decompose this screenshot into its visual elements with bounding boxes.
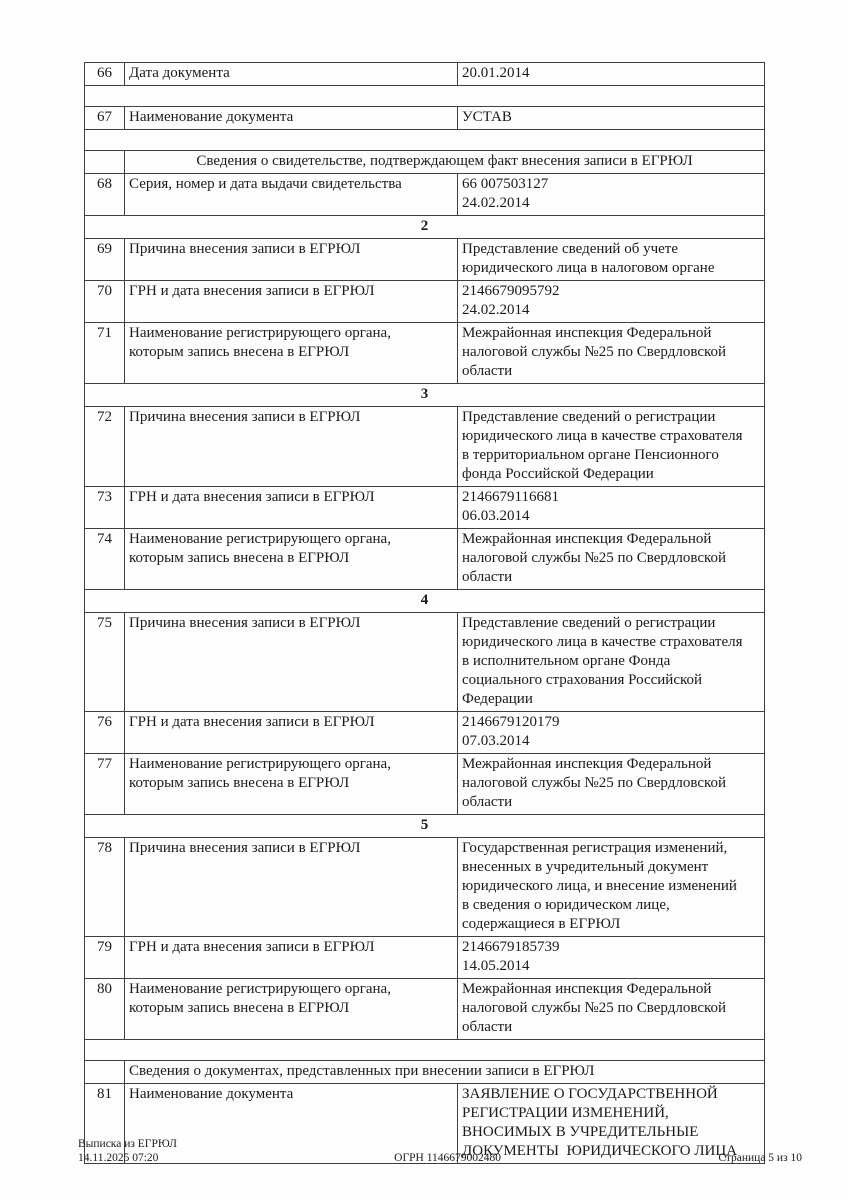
row-number-cell: 68 — [85, 174, 125, 216]
row-number-cell: 79 — [85, 937, 125, 979]
row-label-cell: ГРН и дата внесения записи в ЕГРЮЛ — [125, 937, 458, 979]
row-label-cell: Серия, номер и дата выдачи свидетельства — [125, 174, 458, 216]
row-number-cell: 76 — [85, 712, 125, 754]
table-row — [85, 107, 765, 130]
spacer-cell — [85, 130, 765, 151]
row-value-cell: Представление сведений о регистрации юридического лица в качестве страхователя в территориальном органе Пенсионного фонда Российской Федерации — [458, 407, 765, 487]
section-number-cell: 5 — [85, 815, 765, 838]
row-number-cell: 70 — [85, 281, 125, 323]
row-value-cell: 20.01.2014 — [458, 63, 765, 86]
row-label-cell: Наименование регистрирующего органа, которым запись внесена в ЕГРЮЛ — [125, 323, 458, 384]
footer-page-number: Страница 5 из 10 — [718, 1151, 802, 1164]
table-row — [85, 613, 765, 712]
footer-doc-info — [78, 1138, 177, 1165]
table-row — [85, 216, 765, 239]
row-value-cell: УСТАВ — [458, 107, 765, 130]
footer-doc-type: Выписка из ЕГРЮЛ — [78, 1138, 177, 1150]
table-row — [85, 384, 765, 407]
egrul-extract-table — [84, 62, 765, 1164]
row-label-cell: Причина внесения записи в ЕГРЮЛ — [125, 838, 458, 937]
table-row — [85, 130, 765, 151]
row-value-cell: 2146679120179 07.03.2014 — [458, 712, 765, 754]
row-number-cell: 77 — [85, 754, 125, 815]
table-row — [85, 590, 765, 613]
row-number-cell: 74 — [85, 529, 125, 590]
footer-ogrn: ОГРН 1146679002480 — [394, 1151, 502, 1164]
row-label-cell: Причина внесения записи в ЕГРЮЛ — [125, 613, 458, 712]
row-number-cell: 75 — [85, 613, 125, 712]
table-row — [85, 487, 765, 529]
row-number-cell: 81 — [85, 1084, 125, 1164]
row-number-cell — [85, 1061, 125, 1084]
section-number-cell: 3 — [85, 384, 765, 407]
egrul-table-body — [85, 63, 765, 1164]
row-number-cell — [85, 151, 125, 174]
table-row — [85, 151, 765, 174]
table-row — [85, 838, 765, 937]
row-label-cell: Наименование регистрирующего органа, которым запись внесена в ЕГРЮЛ — [125, 979, 458, 1040]
table-row — [85, 712, 765, 754]
row-number-cell: 72 — [85, 407, 125, 487]
row-value-cell: Межрайонная инспекция Федеральной налоговой службы №25 по Свердловской области — [458, 979, 765, 1040]
table-row — [85, 407, 765, 487]
row-number-cell: 73 — [85, 487, 125, 529]
table-row — [85, 63, 765, 86]
table-row — [85, 1040, 765, 1061]
spacer-cell — [85, 86, 765, 107]
row-value-cell: Межрайонная инспекция Федеральной налоговой службы №25 по Свердловской области — [458, 754, 765, 815]
row-label-cell: Наименование регистрирующего органа, которым запись внесена в ЕГРЮЛ — [125, 754, 458, 815]
row-number-cell: 78 — [85, 838, 125, 937]
section-number-cell: 2 — [85, 216, 765, 239]
spacer-cell — [85, 1040, 765, 1061]
row-value-cell: ЗАЯВЛЕНИЕ О ГОСУДАРСТВЕННОЙ РЕГИСТРАЦИИ ИЗМЕНЕНИЙ, ВНОСИМЫХ В УЧРЕДИТЕЛЬНЫЕ ДОКУМЕНТЫ ЮРИДИЧЕСКОГО ЛИЦА — [458, 1084, 765, 1164]
row-label-cell: Причина внесения записи в ЕГРЮЛ — [125, 239, 458, 281]
row-value-cell: 2146679116681 06.03.2014 — [458, 487, 765, 529]
row-label-cell: Наименование регистрирующего органа, которым запись внесена в ЕГРЮЛ — [125, 529, 458, 590]
table-row — [85, 1061, 765, 1084]
row-number-cell: 71 — [85, 323, 125, 384]
table-row — [85, 239, 765, 281]
row-label-cell: ГРН и дата внесения записи в ЕГРЮЛ — [125, 487, 458, 529]
row-number-cell: 69 — [85, 239, 125, 281]
row-value-cell: Государственная регистрация изменений, внесенных в учредительный документ юридического лица, и внесение изменений в сведения о юридическом лице, содержащиеся в ЕГРЮЛ — [458, 838, 765, 937]
row-label-cell: Наименование документа — [125, 1084, 458, 1164]
row-value-cell: Представление сведений об учете юридического лица в налоговом органе — [458, 239, 765, 281]
table-row — [85, 281, 765, 323]
row-label-cell: Дата документа — [125, 63, 458, 86]
row-value-cell: 66 007503127 24.02.2014 — [458, 174, 765, 216]
table-row — [85, 86, 765, 107]
row-label-cell: ГРН и дата внесения записи в ЕГРЮЛ — [125, 712, 458, 754]
footer-datetime: 14.11.2025 07:20 — [78, 1151, 159, 1164]
table-row — [85, 937, 765, 979]
row-value-cell: Межрайонная инспекция Федеральной налоговой службы №25 по Свердловской области — [458, 323, 765, 384]
row-label-cell: Наименование документа — [125, 107, 458, 130]
row-label-cell: Причина внесения записи в ЕГРЮЛ — [125, 407, 458, 487]
row-value-cell: 2146679185739 14.05.2014 — [458, 937, 765, 979]
table-row — [85, 174, 765, 216]
table-row — [85, 529, 765, 590]
section-header-cell: Сведения о свидетельстве, подтверждающем факт внесения записи в ЕГРЮЛ — [125, 151, 765, 174]
table-row — [85, 815, 765, 838]
section-header-cell: Сведения о документах, представленных при внесении записи в ЕГРЮЛ — [125, 1061, 765, 1084]
table-row — [85, 754, 765, 815]
row-number-cell: 67 — [85, 107, 125, 130]
row-label-cell: ГРН и дата внесения записи в ЕГРЮЛ — [125, 281, 458, 323]
row-value-cell: Представление сведений о регистрации юридического лица в качестве страхователя в исполнительном органе Фонда социального страхования Российской Федерации — [458, 613, 765, 712]
table-row — [85, 979, 765, 1040]
table-row — [85, 323, 765, 384]
row-number-cell: 80 — [85, 979, 125, 1040]
page-footer — [78, 1138, 802, 1165]
row-value-cell: 2146679095792 24.02.2014 — [458, 281, 765, 323]
section-number-cell: 4 — [85, 590, 765, 613]
row-number-cell: 66 — [85, 63, 125, 86]
row-value-cell: Межрайонная инспекция Федеральной налоговой службы №25 по Свердловской области — [458, 529, 765, 590]
